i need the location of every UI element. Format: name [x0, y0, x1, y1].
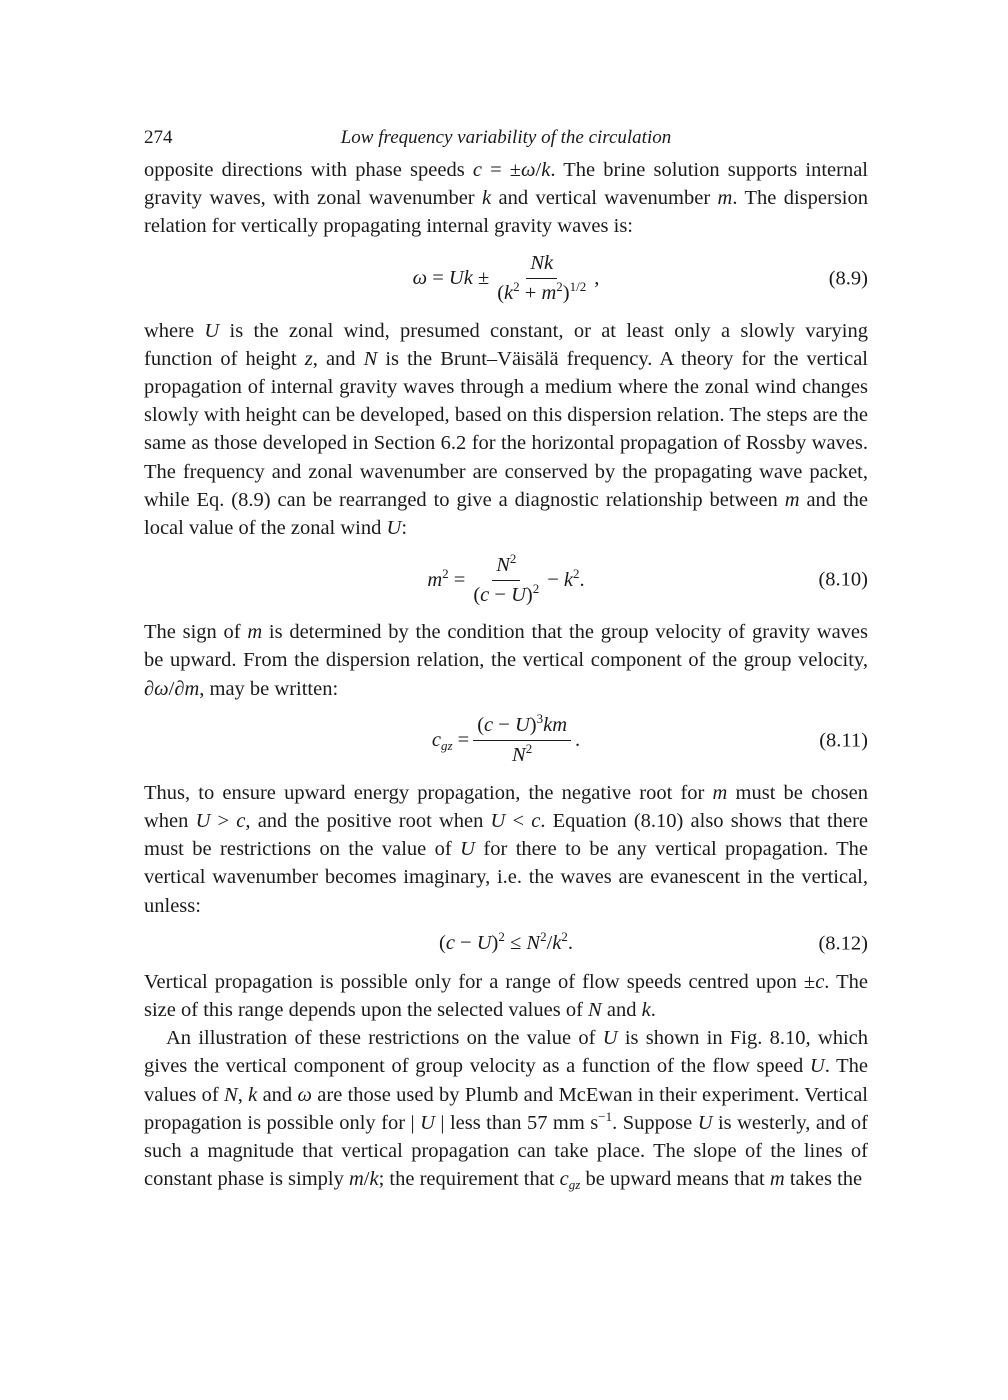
equation-8-10	[144, 542, 868, 618]
equation-8-12	[144, 920, 868, 968]
equation-number: (8.12)	[818, 932, 868, 955]
paragraph-2: where U is the zonal wind, presumed constant, or at least only a slowly varying function of height z, and N is the Brunt–Väisälä frequency. A theory for the vertical propagation of internal gravity waves through a medium where the zonal wind changes slowly with height can be developed, based on this dispersion relation. The steps are the same as those developed in Section 6.2 for the horizontal propagation of Rossby waves. The frequency and zonal wavenumber are conserved by the propagating wave packet, while Eq. (8.9) can be rearranged to give a diagnostic relationship between m and the local value of the zonal wind U:	[144, 319, 868, 540]
paragraph-1: opposite directions with phase speeds c = ±ω/k. The brine solution supports internal gravity waves, with zonal wavenumber k and vertical wavenumber m. The dispersion relation for vertically propagating internal gravity waves is:	[144, 159, 868, 238]
paragraph-6: An illustration of these restrictions on the value of U is shown in Fig. 8.10, which gives the vertical component of group velocity as a function of the flow speed U. The values of N, k and ω are those used by Plumb and McEwan in their experiment. Vertical propagation is possible only for | U | less than 57 mm $s^{-1}$. Suppose U is westerly, and of such a magnitude that vertical propagation can take place. The slope of the lines of constant phase is simply m/k; the requirement that $c_{gz}$ be upward means that m takes the	[144, 1027, 868, 1193]
page-number: 274	[144, 127, 173, 148]
paragraph-5: Vertical propagation is possible only for a range of flow speeds centred upon ±c. The size of this range depends upon the selected values of N and k.	[144, 970, 868, 1022]
equation-8-11-body: $c_{gz}$ = $\frac{(c - U)^3km}{N^2}$ .	[431, 711, 581, 767]
equation-8-10-body: $m^2$ = $\frac{N^2}{(c - U)^2}$ − $k^2$.	[427, 550, 585, 606]
running-title: Low frequency variability of the circulation	[340, 127, 672, 148]
equation-8-12-body: $(c - U)^2 \le N^2/k^2$.	[438, 929, 574, 955]
equation-8-9	[144, 241, 868, 317]
equation-number: (8.11)	[819, 729, 868, 752]
page	[144, 120, 868, 1193]
paragraph-3: The sign of m is determined by the condition that the group velocity of gravity waves be upward. From the dispersion relation, the vertical component of the group velocity, ∂ω/∂m, may be written:	[144, 621, 868, 700]
equation-number: (8.10)	[818, 568, 868, 591]
equation-8-9-body: ω = Uk ± $\frac{Nk}{(k^2 + m^2)^{1/2}}$ ,	[412, 252, 600, 305]
equation-8-11	[144, 703, 868, 779]
equation-number: (8.9)	[828, 267, 868, 290]
running-header	[144, 120, 868, 156]
paragraph-4: Thus, to ensure upward energy propagation, the negative root for m must be chosen when U > c, and the positive root when U < c. Equation (8.10) also shows that there must be restrictions on the value of U for there to be any vertical propagation. The vertical wavenumber becomes imaginary, i.e. the waves are evanescent in the vertical, unless:	[144, 781, 869, 917]
